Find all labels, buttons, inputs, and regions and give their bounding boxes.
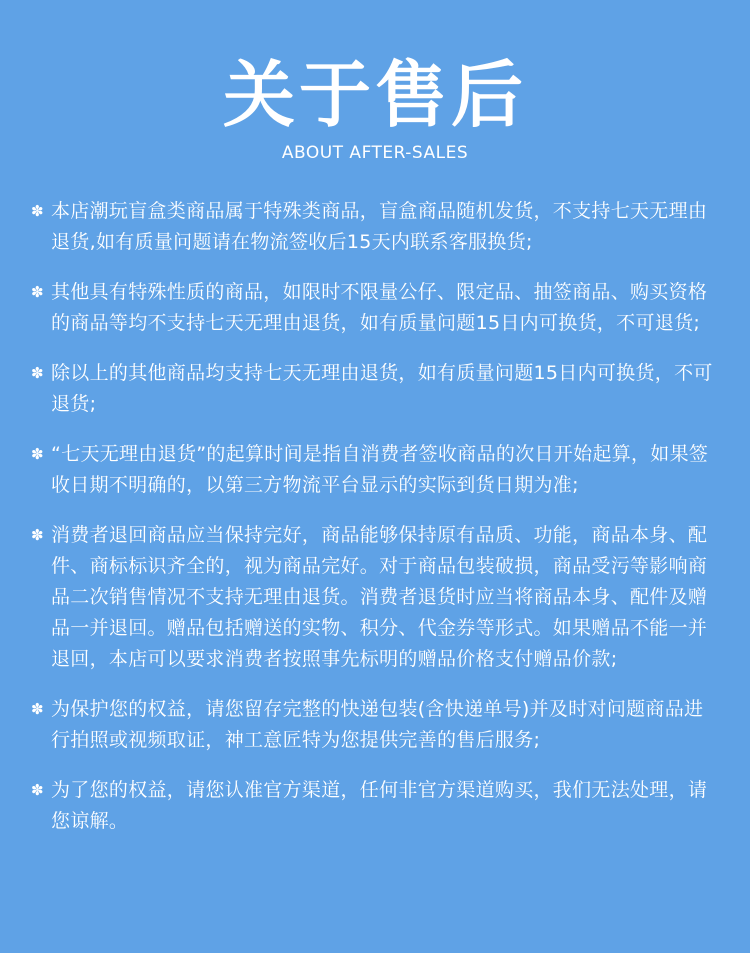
flower-bullet-icon: ✽ (31, 526, 44, 544)
flower-bullet-icon: ✽ (31, 364, 44, 382)
flower-bullet-icon: ✽ (31, 202, 44, 220)
policy-item-text: 为了您的权益，请您认准官方渠道，任何非官方渠道购买，我们无法处理，请您谅解。 (51, 779, 708, 832)
flower-bullet-icon: ✽ (31, 445, 44, 463)
policy-item (31, 694, 721, 756)
policy-item (31, 277, 721, 339)
policy-item (31, 520, 721, 675)
policy-item (31, 439, 721, 501)
flower-bullet-icon: ✽ (31, 283, 44, 301)
policy-item-text: 消费者退回商品应当保持完好，商品能够保持原有品质、功能，商品本身、配件、商标标识齐全的，视为商品完好。对于商品包装破损，商品受污等影响商品二次销售情况不支持无理由退货。消费者退货时应当将商品本身、配件及赠品一并退回。赠品包括赠送的实物、积分、代金券等形式。如果赠品不能一并退回，本店可以要求消费者按照事先标明的赠品价格支付赠品价款; (51, 524, 708, 670)
page-subtitle: ABOUT AFTER-SALES (281, 143, 469, 163)
flower-bullet-icon: ✽ (31, 700, 44, 718)
policy-item (31, 196, 721, 258)
policy-item-text: 除以上的其他商品均支持七天无理由退货，如有质量问题15日内可换货，不可退货; (51, 362, 713, 415)
policy-item-text: 其他具有特殊性质的商品，如限时不限量公仔、限定品、抽签商品、购买资格的商品等均不支持七天无理由退货，如有质量问题15日内可换货，不可退货; (51, 281, 708, 334)
page-title: 关于售后 (222, 53, 527, 137)
policy-item-text: 本店潮玩盲盒类商品属于特殊类商品，盲盒商品随机发货，不支持七天无理由退货,如有质量问题请在物流签收后15天内联系客服换货; (51, 200, 708, 253)
policy-item-text: 为保护您的权益，请您留存完整的快递包装(含快递单号)并及时对问题商品进行拍照或视频取证，神工意匠特为您提供完善的售后服务; (51, 698, 704, 751)
policy-item-text: “七天无理由退货”的起算时间是指自消费者签收商品的次日开始起算，如果签收日期不明确的，以第三方物流平台显示的实际到货日期为准; (51, 443, 709, 496)
policy-item (31, 358, 721, 420)
flower-bullet-icon: ✽ (31, 781, 44, 799)
policy-list (31, 196, 721, 856)
policy-item (31, 775, 721, 837)
